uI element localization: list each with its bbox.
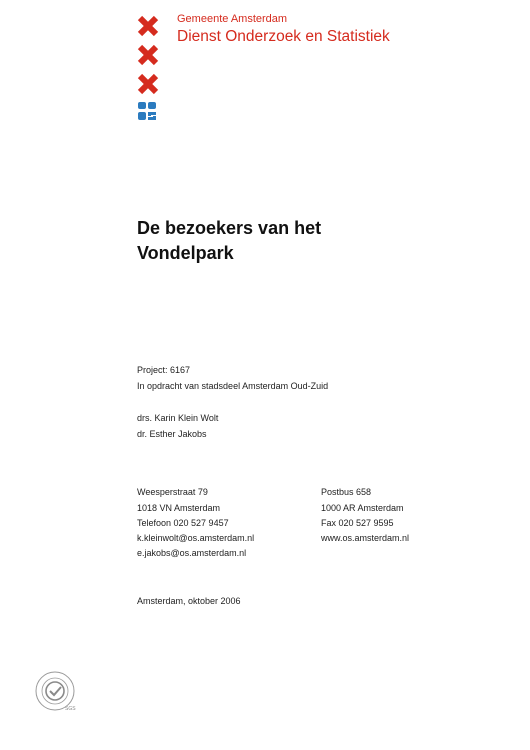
author-1: drs. Karin Klein Wolt <box>137 413 219 423</box>
address-street: Weesperstraat 79 <box>137 487 208 497</box>
fax-number: Fax 020 527 9595 <box>321 518 394 528</box>
email-jakobs: e.jakobs@os.amsterdam.nl <box>137 548 247 558</box>
report-title <box>137 216 437 266</box>
project-commission: In opdracht van stadsdeel Amsterdam Oud-Zuid <box>137 381 329 391</box>
address-city: 1018 VN Amsterdam <box>137 503 221 513</box>
postbus-city: 1000 AR Amsterdam <box>321 503 404 513</box>
project-number: Project: 6167 <box>137 365 191 375</box>
organisation-name <box>177 13 390 47</box>
postbus: Postbus 658 <box>321 487 372 497</box>
title-line-2: Vondelpark <box>137 243 234 263</box>
title-line-1: De bezoekers van het <box>137 218 322 238</box>
amsterdam-logo-icon <box>136 14 168 124</box>
email-klein-wolt: k.kleinwolt@os.amsterdam.nl <box>137 533 255 543</box>
org-line-1: Gemeente Amsterdam <box>177 13 288 25</box>
author-2: dr. Esther Jakobs <box>137 429 207 439</box>
sgs-certification-seal-icon <box>34 670 76 712</box>
website: www.os.amsterdam.nl <box>321 533 410 543</box>
org-line-2: Dienst Onderzoek en Statistiek <box>177 28 390 45</box>
date-line: Amsterdam, oktober 2006 <box>137 596 241 606</box>
seal-label: SGS <box>65 706 76 712</box>
phone-number: Telefoon 020 527 9457 <box>137 518 229 528</box>
